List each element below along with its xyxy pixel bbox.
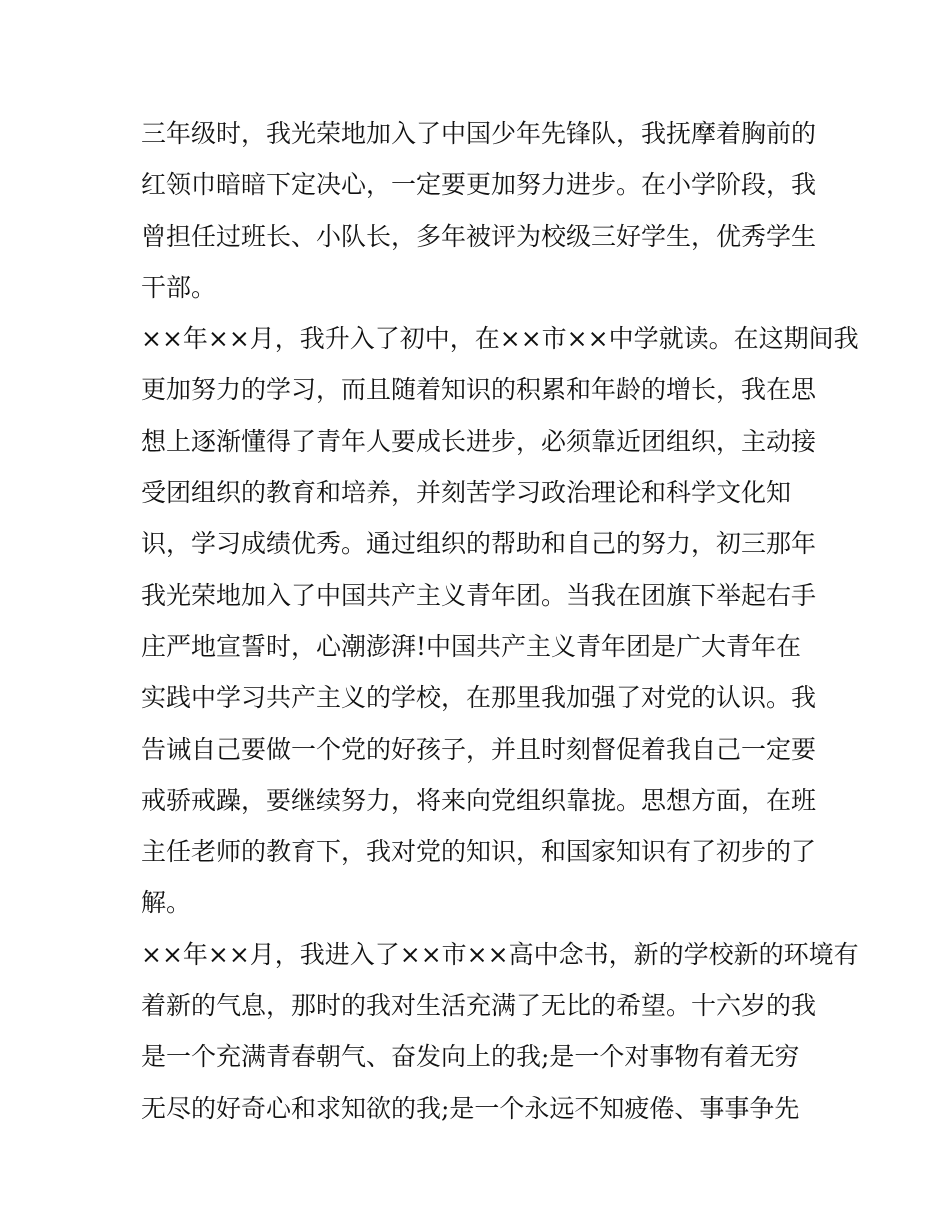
text-line: 无尽的好奇心和求知欲的我;是一个永远不知疲倦、事事争先 [141,1093,800,1123]
body-text [141,108,859,1134]
text-line: 曾担任过班长、小队长，多年被评为校级三好学生，优秀学生 [141,221,817,251]
text-line: 更加努力的学习，而且随着知识的积累和年龄的增长，我在思 [141,375,817,405]
text-line: ××年××月，我升入了初中，在××市××中学就读。在这期间我 [141,324,859,354]
text-line: 受团组织的教育和培养，并刻苦学习政治理论和科学文化知 [141,478,792,508]
text-line: ××年××月，我进入了××市××高中念书，新的学校新的环境有 [141,939,859,969]
text-line: 红领巾暗暗下定决心，一定要更加努力进步。在小学阶段，我 [141,170,817,200]
text-line: 想上逐渐懂得了青年人要成长进步，必须靠近团组织，主动接 [141,426,817,456]
text-line: 三年级时，我光荣地加入了中国少年先锋队，我抚摩着胸前的 [141,119,817,148]
text-line: 着新的气息，那时的我对生活充满了无比的希望。十六岁的我 [141,991,817,1021]
text-line: 戒骄戒躁，要继续努力，将来向党组织靠拢。思想方面，在班 [141,785,817,815]
text-line: 干部。 [141,272,217,302]
text-line: 我光荣地加入了中国共产主义青年团。当我在团旗下举起右手 [141,580,817,610]
text-line: 主任老师的教育下，我对党的知识，和国家知识有了初步的了 [141,837,817,867]
text-line: 实践中学习共产主义的学校，在那里我加强了对党的认识。我 [141,683,817,713]
text-line: 是一个充满青春朝气、奋发向上的我;是一个对事物有着无穷 [141,1042,800,1072]
text-line: 庄严地宣誓时，心潮澎湃!中国共产主义青年团是广大青年在 [141,631,802,661]
text-line: 识，学习成绩优秀。通过组织的帮助和自己的努力，初三那年 [141,529,817,559]
text-line: 解。 [141,888,192,918]
text-line: 告诫自己要做一个党的好孩子，并且时刻督促着我自己一定要 [141,734,817,764]
